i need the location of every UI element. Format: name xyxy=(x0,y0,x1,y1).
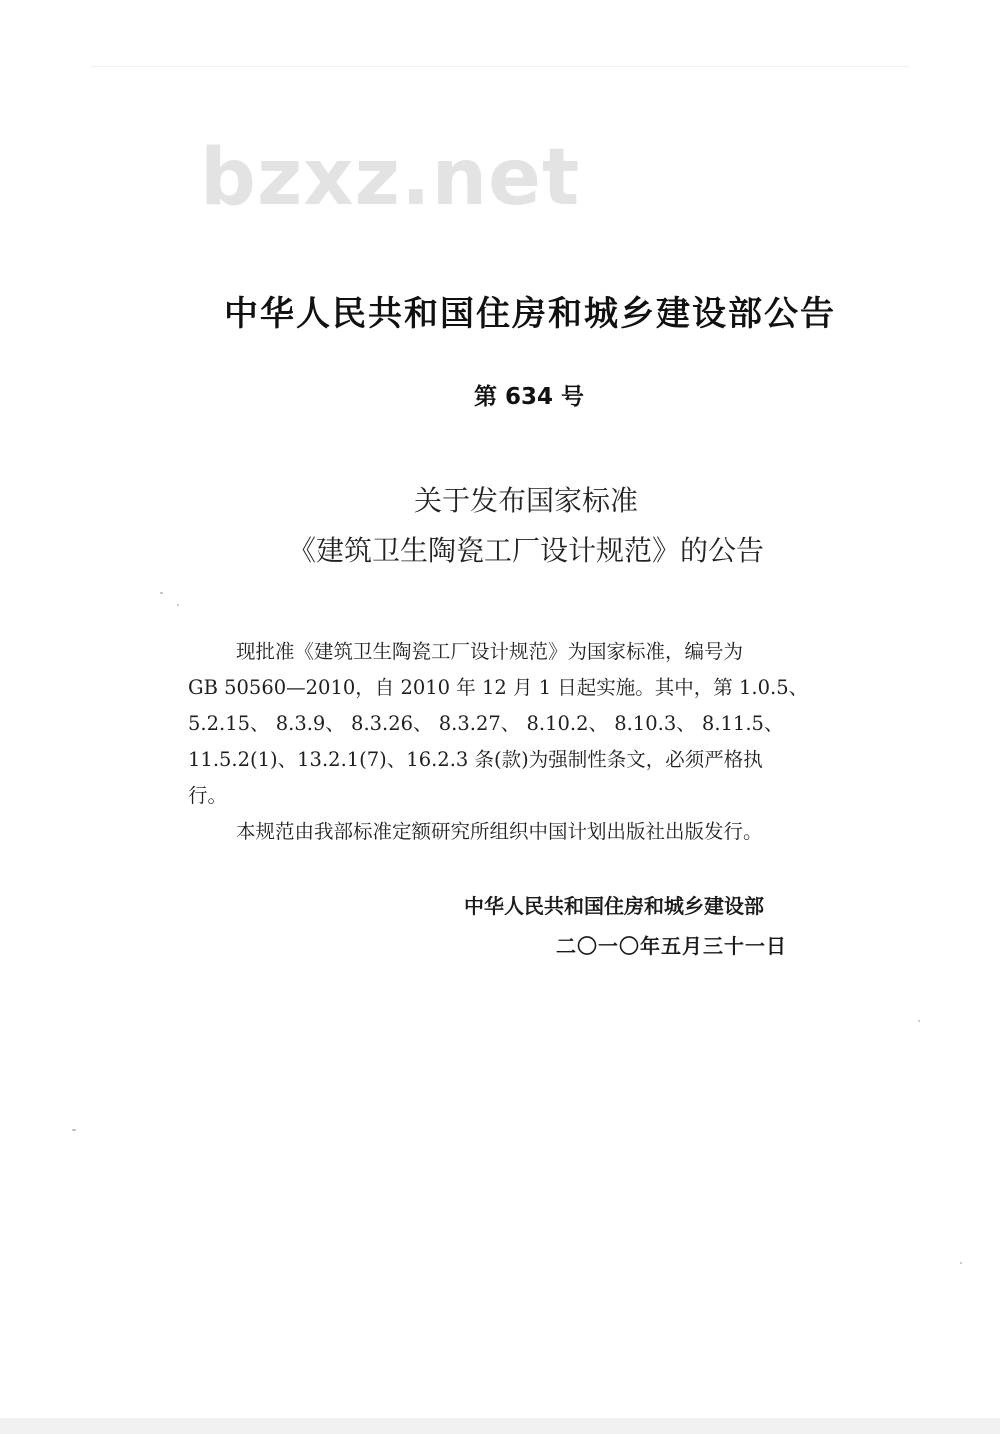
scan-speck xyxy=(160,592,163,594)
announcement-number: 第 634 号 xyxy=(473,384,585,410)
body-line: GB 50560—2010，自 2010 年 12 月 1 日起实施。其中，第 1.0.5、 xyxy=(188,676,809,699)
body-line: 5.2.15、 8.3.9、 8.3.26、 8.3.27、 8.10.2、 8.10.3、 8.11.5、 xyxy=(188,712,784,735)
subject-line-2: 《建筑卫生陶瓷工厂设计规范》的公告 xyxy=(287,534,764,567)
signature-date: 二〇一〇年五月三十一日 xyxy=(556,934,787,958)
subject-line-1: 关于发布国家标准 xyxy=(413,484,638,517)
watermark: bzxz.net xyxy=(200,133,581,223)
ministry-title: 中华人民共和国住房和城乡建设部公告 xyxy=(224,294,836,334)
body-line: 现批准《建筑卫生陶瓷工厂设计规范》为国家标准，编号为 xyxy=(236,640,744,663)
body-line: 行。 xyxy=(188,784,228,807)
announcement-body xyxy=(188,634,868,850)
scan-speck xyxy=(918,1020,920,1022)
viewer-bottom-edge xyxy=(0,1418,1000,1434)
signature-department: 中华人民共和国住房和城乡建设部 xyxy=(464,894,764,918)
body-line: 11.5.2(1)、13.2.1(7)、16.2.3 条(款)为强制性条文，必须严格执 xyxy=(188,748,763,771)
scan-edge xyxy=(90,66,910,67)
scan-speck xyxy=(177,604,179,606)
body-paragraph-2: 本规范由我部标准定额研究所组织中国计划出版社出版发行。 xyxy=(236,820,763,843)
announcement-subject xyxy=(0,476,1000,576)
scan-speck xyxy=(960,1262,962,1264)
scan-speck xyxy=(72,1129,76,1131)
